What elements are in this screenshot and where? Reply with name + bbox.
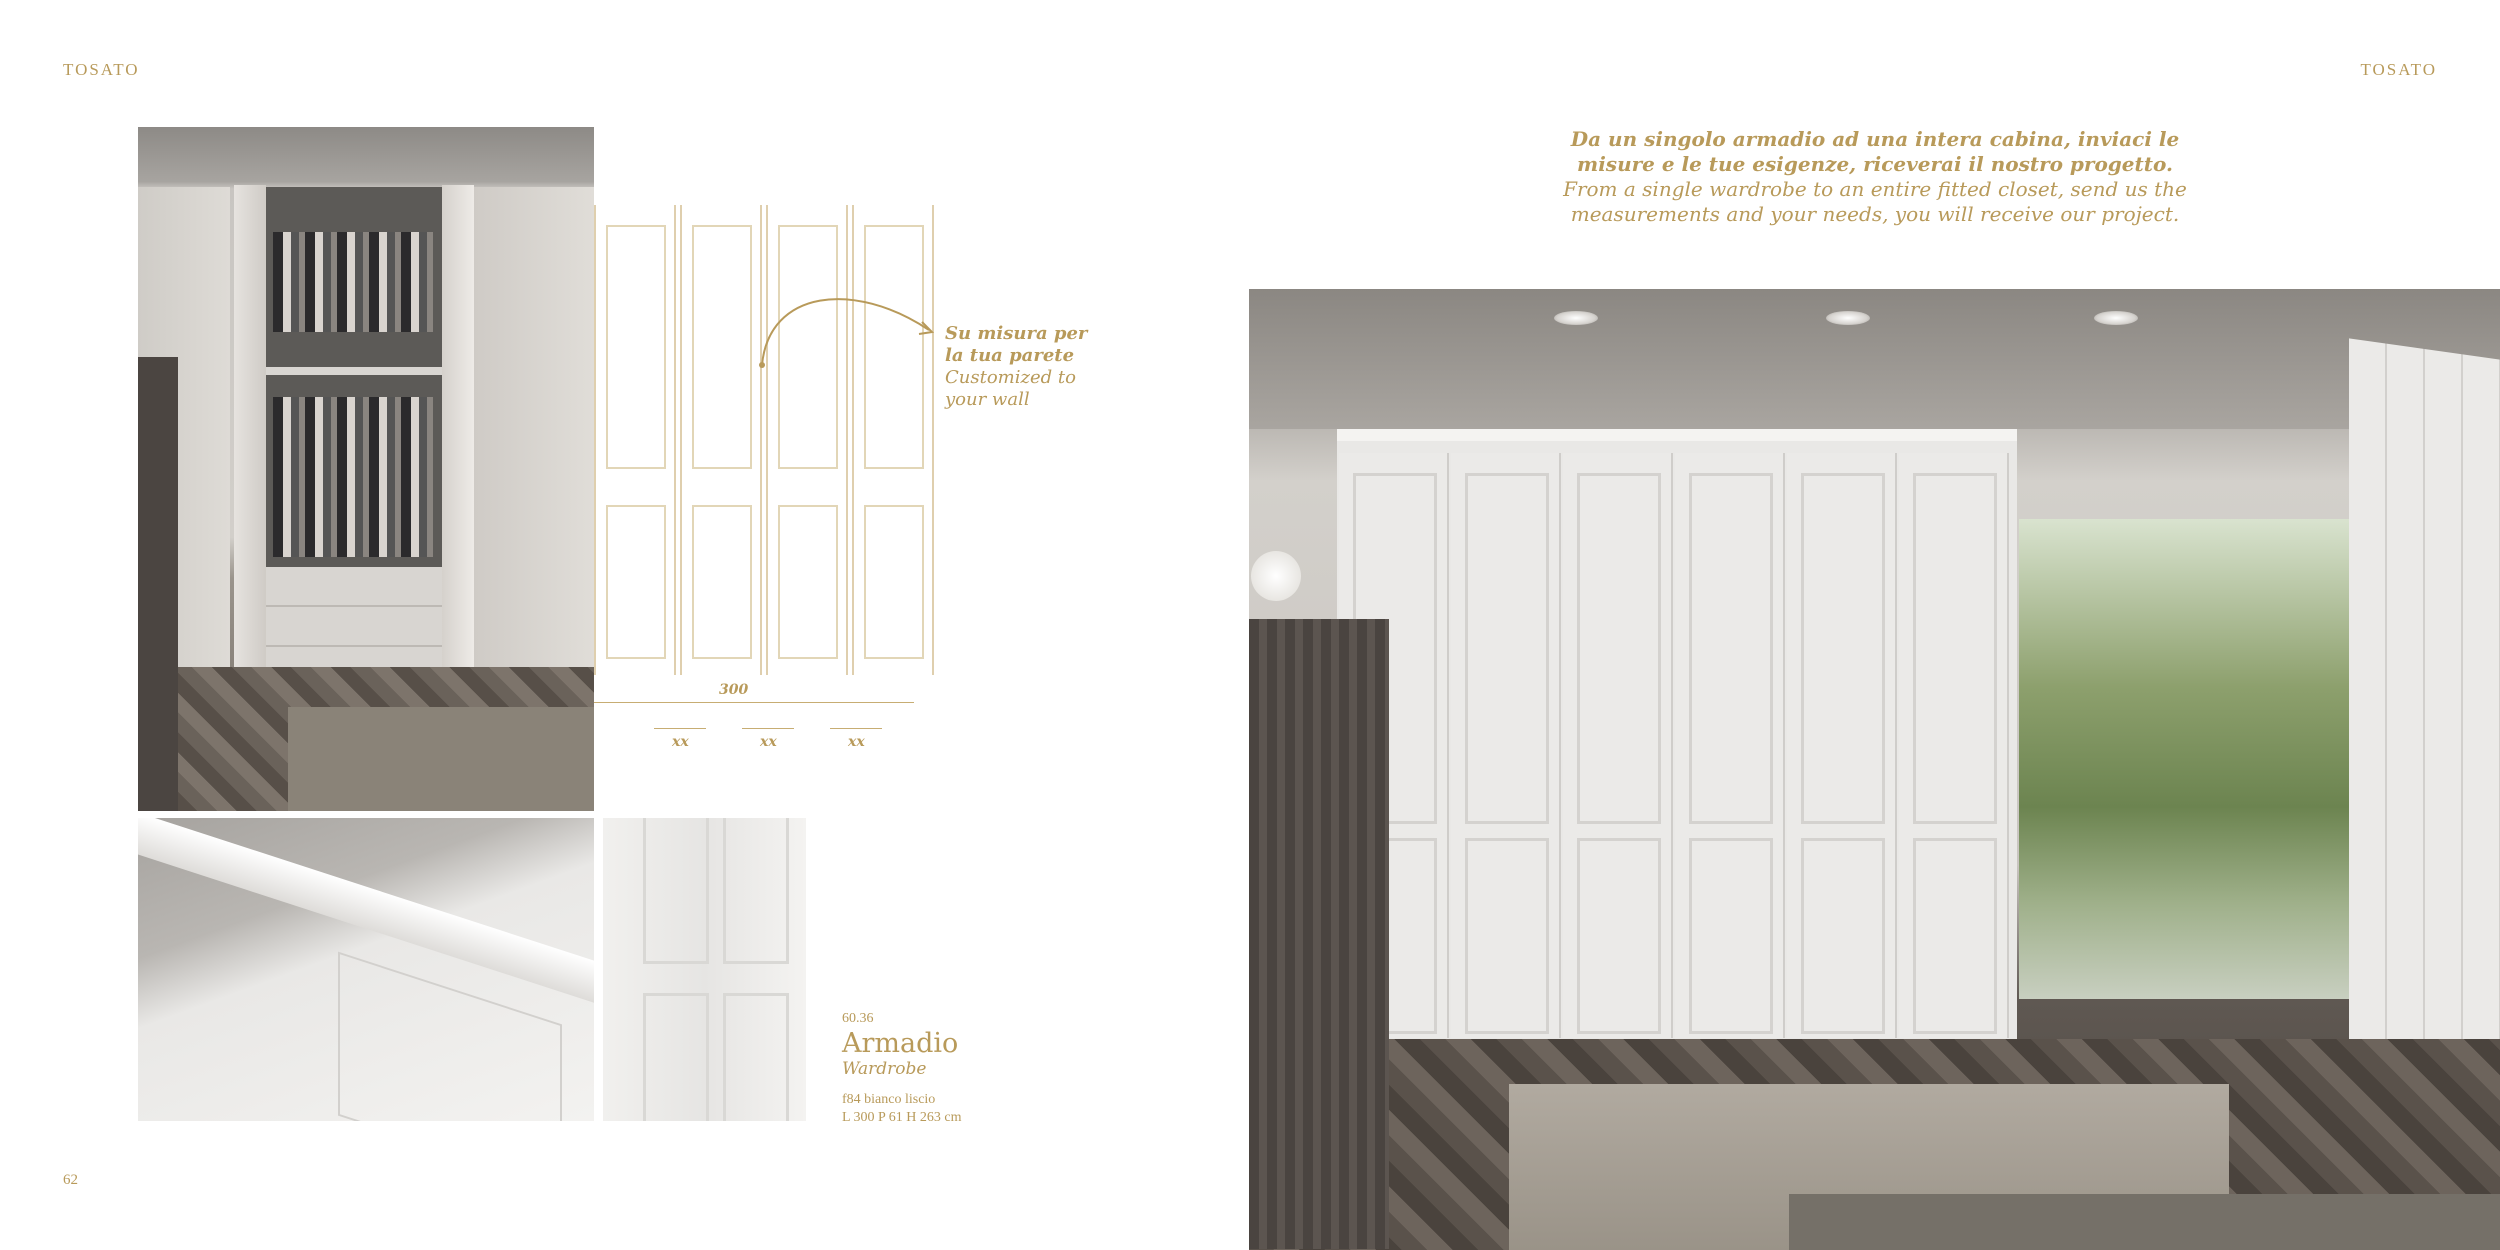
- photo-door-left: [234, 185, 266, 690]
- photo-door-panel: [643, 993, 709, 1121]
- door-detail-photo: [603, 818, 806, 1121]
- photo-rug: [288, 707, 594, 811]
- product-dimensions: L 300 P 61 H 263 cm: [842, 1110, 962, 1125]
- photo-wardrobe-door: [1899, 453, 2009, 1038]
- photo-door-panel: [1801, 473, 1885, 824]
- photo-garden-window: [2019, 519, 2379, 999]
- cornice-detail-photo: [138, 818, 594, 1121]
- photo-door-panel: [723, 818, 789, 964]
- photo-door-panel: [1577, 473, 1661, 824]
- callout-title-it: Su misura per la tua parete: [945, 323, 1088, 366]
- photo-door-panel: [1689, 838, 1773, 1034]
- photo-door-panel: [1465, 838, 1549, 1034]
- photo-side-wardrobe: [2349, 338, 2500, 1079]
- product-finish: f84 bianco liscio: [842, 1092, 936, 1107]
- photo-hanging-clothes-bottom: [273, 397, 433, 557]
- photo-globe-lamp: [1251, 551, 1301, 601]
- photo-white-wardrobe: [1337, 429, 2017, 1051]
- intro-text-en: From a single wardrobe to an entire fitted closet, send us the measurements and your needs, you will receive our project.: [1563, 177, 2187, 226]
- photo-door-panel: [643, 818, 709, 964]
- product-code: 60.36: [842, 1011, 874, 1026]
- photo-door-panel: [723, 993, 789, 1121]
- room-wardrobe-photo: [1249, 289, 2500, 1250]
- photo-dark-dresser: [1249, 619, 1389, 1249]
- module-label: xx: [848, 734, 865, 750]
- wardrobe-open-photo: [138, 127, 594, 811]
- callout-title-en: Customized to your wall: [945, 367, 1076, 410]
- photo-wardrobe-door: [1675, 453, 1785, 1038]
- product-name: Armadio: [842, 1028, 959, 1059]
- photo-wardrobe-door: [1787, 453, 1897, 1038]
- photo-closed-doors: [474, 187, 594, 687]
- photo-ceiling-spotlight: [1554, 311, 1598, 325]
- photo-hanging-clothes-top: [273, 232, 433, 332]
- wardrobe-sketch: [594, 180, 934, 760]
- photo-wardrobe-door: [1563, 453, 1673, 1038]
- photo-shelf: [266, 367, 442, 375]
- photo-ceiling-spotlight: [1826, 311, 1870, 325]
- brand-logo-left: TOSATO: [63, 60, 140, 79]
- photo-door-right: [442, 185, 474, 690]
- module-label: xx: [672, 734, 689, 750]
- total-width-label: 300: [719, 682, 749, 698]
- photo-rug-dark: [1789, 1194, 2500, 1250]
- photo-door-panel: [1801, 838, 1885, 1034]
- photo-door-panel: [1689, 473, 1773, 824]
- module-label: xx: [760, 734, 777, 750]
- photo-door-panel: [1913, 838, 1997, 1034]
- product-name-en: Wardrobe: [842, 1059, 927, 1079]
- brand-logo-right: TOSATO: [2360, 60, 2437, 79]
- page-number: 62: [63, 1172, 78, 1188]
- photo-ceiling: [1249, 289, 2500, 429]
- callout-arrow: [594, 180, 934, 760]
- photo-door-panel: [1465, 473, 1549, 824]
- intro-text-it: Da un singolo armadio ad una intera cabina, inviaci le misure e le tue esigenze, riceverai il nostro progetto.: [1570, 127, 2180, 176]
- photo-dark-furniture: [138, 357, 178, 811]
- product-caption: [842, 1011, 962, 1127]
- customization-callout: [945, 323, 1105, 411]
- photo-door-panel: [1577, 838, 1661, 1034]
- photo-door-panel: [1913, 473, 1997, 824]
- intro-text: [1560, 127, 2190, 227]
- photo-ceiling-spotlight: [2094, 311, 2138, 325]
- photo-wardrobe-door: [1451, 453, 1561, 1038]
